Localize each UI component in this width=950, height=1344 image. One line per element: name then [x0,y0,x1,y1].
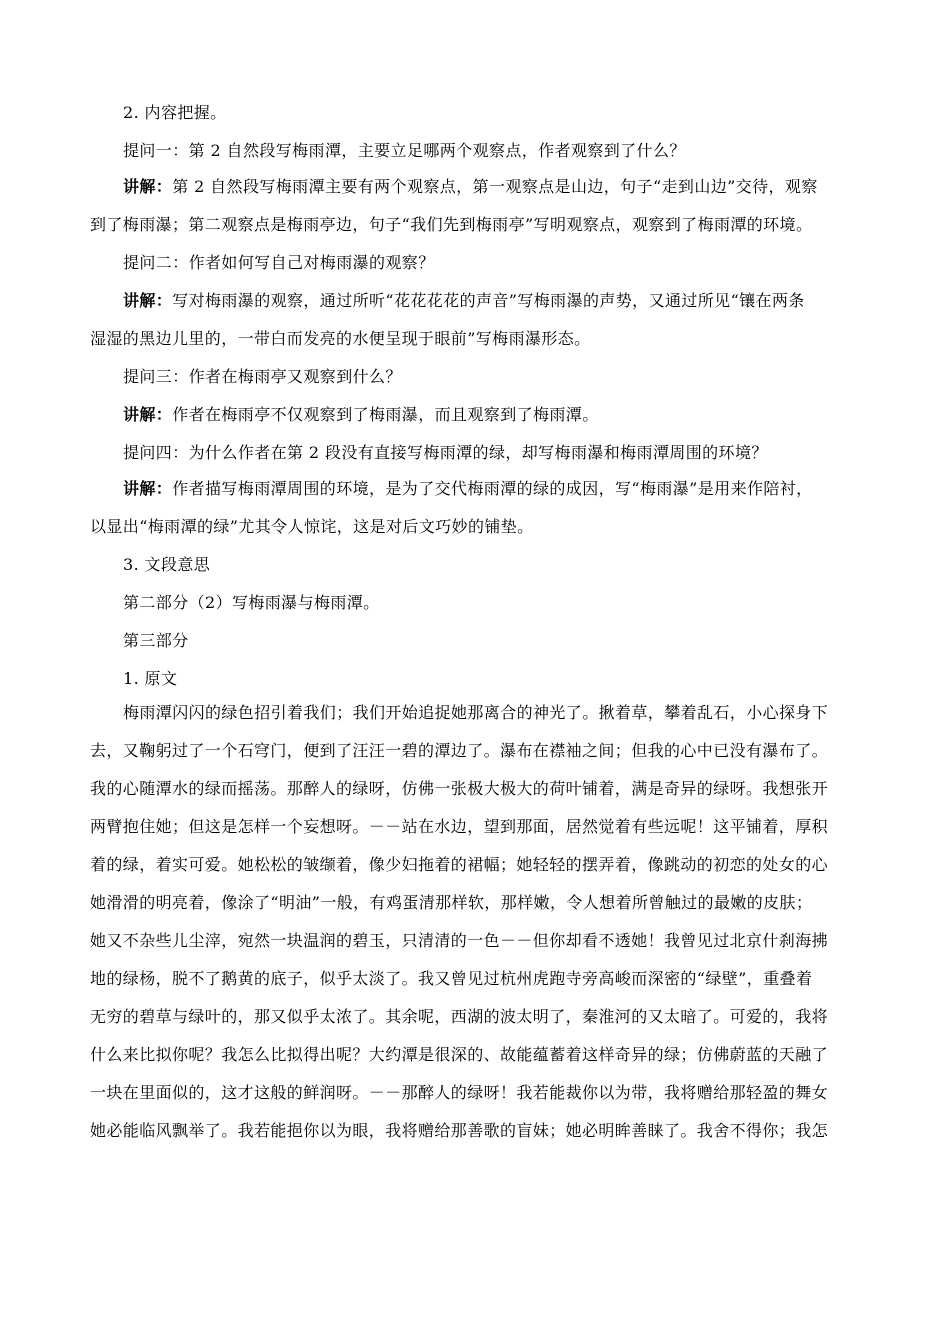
text-line [90,741,860,761]
text-segment: 第 2 自然段写梅雨潭主要有两个观察点，第一观察点是山边，句子“走到山边”交待，观察 [172,177,818,196]
text-segment: 无穷的碧草与绿叶的，那又似乎太浓了。其余呢，西湖的波太明了，秦淮河的又太暗了。可爱的，我将 [90,1007,829,1026]
text-line [123,405,893,425]
text-segment: 着的绿，着实可爱。她松松的皱缬着，像少妇拖着的裙幅；她轻轻的摆弄着，像跳动的初恋的处女的心 [90,855,829,874]
text-line [90,1083,860,1103]
text-line [123,253,893,273]
text-segment: 写对梅雨瀑的观察，通过所听“花花花花的声音”写梅雨瀑的声势，又通过所见“镶在两条 [172,291,805,310]
text-line [123,703,893,723]
text-segment: 作者在梅雨亭不仅观察到了梅雨瀑，而且观察到了梅雨潭。 [172,405,599,424]
text-segment: 地的绿杨，脱不了鹅黄的底子，似乎太淡了。我又曾见过杭州虎跑寺旁高峻而深密的“绿壁”，重叠着 [90,969,813,988]
text-line [123,593,893,613]
text-segment: 提问二：作者如何写自己对梅雨瀑的观察？ [123,253,435,272]
label-bold: 讲解： [123,479,173,498]
text-line [90,1045,860,1065]
label-bold: 讲解： [123,405,173,424]
text-line [123,443,893,463]
text-segment: 提问四：为什么作者在第 2 段没有直接写梅雨潭的绿，却写梅雨瀑和梅雨潭周围的环境？ [123,443,768,462]
text-line [123,103,893,123]
text-segment: 3. 文段意思 [123,555,211,574]
text-segment: 我的心随潭水的绿而摇荡。那醉人的绿呀，仿佛一张极大极大的荷叶铺着，满是奇异的绿呀。我想张开 [90,779,829,798]
text-line [123,631,893,651]
text-segment: 第二部分（2）写梅雨瀑与梅雨潭。 [123,593,380,612]
text-line [123,367,893,387]
text-line [123,291,893,311]
text-segment: 以显出“梅雨潭的绿”尤其令人惊诧，这是对后文巧妙的铺垫。 [90,517,534,536]
text-line [123,177,893,197]
text-line [90,1007,860,1027]
text-line [123,479,893,499]
text-segment: 湿湿的黑边儿里的，一带白而发亮的水便呈现于眼前”写梅雨瀑形态。 [90,329,591,348]
text-segment: 提问三：作者在梅雨亭又观察到什么？ [123,367,402,386]
text-segment: 梅雨潭闪闪的绿色招引着我们；我们开始追捉她那离合的神光了。揪着草，攀着乱石，小心探身下 [123,703,829,722]
text-line [90,1121,860,1141]
text-line [90,855,860,875]
text-segment: 1. 原文 [123,669,178,688]
text-segment: 她又不杂些儿尘滓，宛然一块温润的碧玉，只清清的一色－－但你却看不透她！我曾见过北京什刹海拂 [90,931,829,950]
text-segment: 作者描写梅雨潭周围的环境，是为了交代梅雨潭的绿的成因，写“梅雨瀑”是用来作陪衬， [172,479,813,498]
text-line [123,141,893,161]
text-segment: 第三部分 [123,631,189,650]
text-segment: 去，又鞠躬过了一个石穹门，便到了汪汪一碧的潭边了。瀑布在襟袖之间；但我的心中已没有瀑布了。 [90,741,829,760]
text-line [90,817,860,837]
text-line [90,969,860,989]
text-line [90,215,860,235]
text-segment: 提问一：第 2 自然段写梅雨潭，主要立足哪两个观察点，作者观察到了什么？ [123,141,686,160]
text-segment: 2. 内容把握。 [123,103,227,122]
label-bold: 讲解： [123,177,173,196]
text-line [123,669,893,689]
text-segment: 什么来比拟你呢？我怎么比拟得出呢？大约潭是很深的、故能蕴蓄着这样奇异的绿；仿佛蔚蓝的天融了 [90,1045,829,1064]
text-line [90,779,860,799]
text-line [123,555,893,575]
text-segment: 一块在里面似的，这才这般的鲜润呀。－－那醉人的绿呀！我若能裁你以为带，我将赠给那轻盈的舞女 [90,1083,829,1102]
text-line [90,517,860,537]
text-segment: 两臂抱住她；但这是怎样一个妄想呀。－－站在水边，望到那面，居然觉着有些远呢！这平铺着，厚积 [90,817,829,836]
text-segment: 她必能临风飘举了。我若能挹你以为眼，我将赠给那善歌的盲妹；她必明眸善睐了。我舍不得你；我怎 [90,1121,829,1140]
text-line [90,329,860,349]
text-segment: 到了梅雨瀑；第二观察点是梅雨亭边，句子“我们先到梅雨亭”写明观察点，观察到了梅雨潭的环境。 [90,215,813,234]
text-line [90,893,860,913]
label-bold: 讲解： [123,291,173,310]
text-segment: 她滑滑的明亮着，像涂了“明油”一般，有鸡蛋清那样软，那样嫩，令人想着所曾触过的最嫩的皮肤； [90,893,813,912]
text-line [90,931,860,951]
